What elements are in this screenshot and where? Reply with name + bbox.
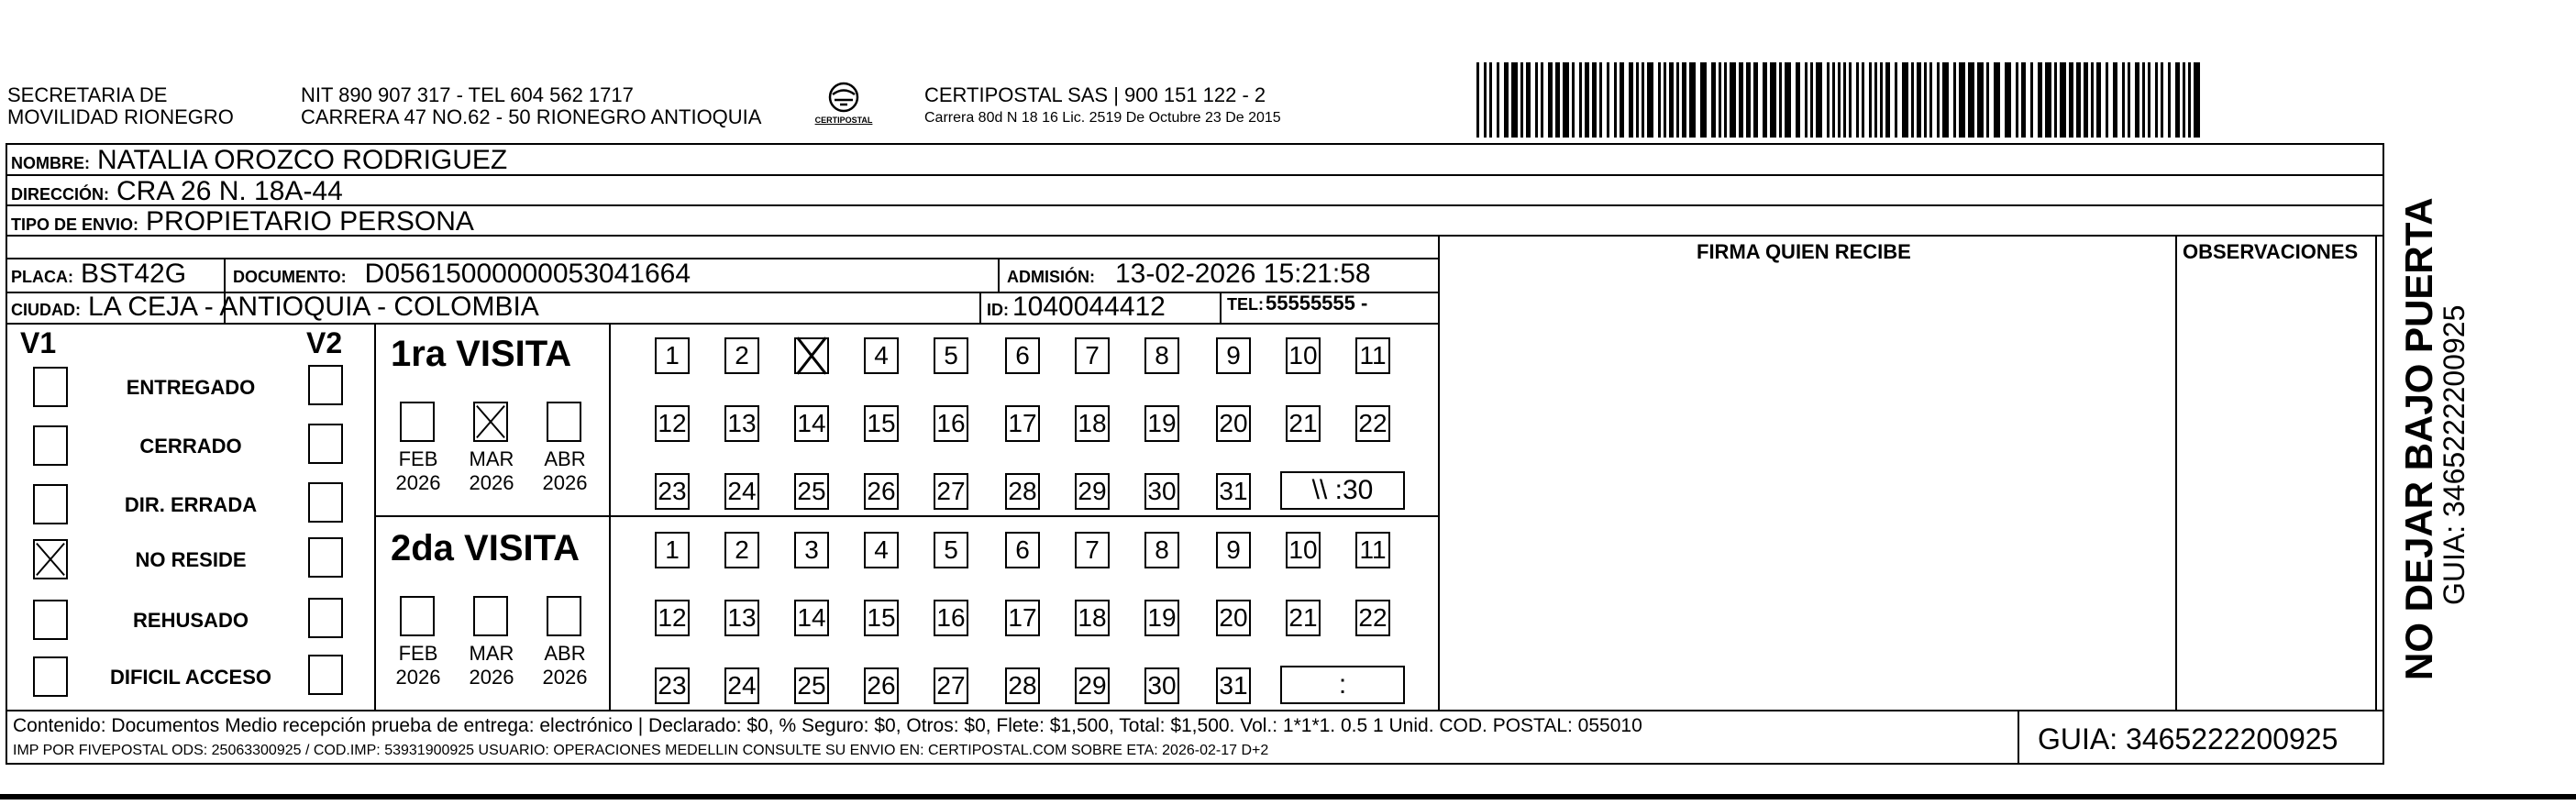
status-label: REHUSADO — [133, 609, 249, 632]
month-year: 2026 — [469, 666, 514, 689]
placa-value: BST42G — [81, 259, 187, 289]
tel-field — [1227, 292, 1367, 315]
day-box[interactable]: 15 — [864, 600, 899, 636]
day-box[interactable]: 7 — [1075, 532, 1110, 568]
day-box[interactable]: 25 — [794, 667, 829, 704]
v2-checkbox[interactable] — [308, 537, 343, 578]
day-box[interactable]: 10 — [1286, 532, 1321, 568]
month-label: FEB — [398, 447, 438, 470]
day-box[interactable]: 13 — [724, 600, 759, 636]
column-divider — [2375, 235, 2377, 710]
day-box[interactable]: 20 — [1216, 405, 1251, 442]
nombre-label: NOMBRE: — [11, 154, 90, 172]
v1-checkbox[interactable] — [33, 367, 68, 407]
day-box[interactable]: 23 — [655, 667, 690, 704]
ciudad-field — [11, 292, 539, 323]
day-box[interactable]: 9 — [1216, 337, 1251, 374]
column-divider — [979, 292, 981, 323]
visit-divider — [374, 515, 1440, 517]
day-box[interactable]: 19 — [1144, 405, 1179, 442]
ciudad-value: LA CEJA - ANTIOQUIA - COLOMBIA — [88, 292, 539, 322]
nombre-row — [11, 145, 507, 176]
side-warning: NO DEJAR BAJO PUERTA — [2397, 197, 2440, 680]
nit-line: NIT 890 907 317 - TEL 604 562 1717 — [301, 83, 634, 106]
day-box[interactable]: 27 — [934, 473, 968, 510]
v1-label: V1 — [20, 326, 57, 359]
observaciones-header: OBSERVACIONES — [2183, 240, 2359, 263]
ciudad-label: CIUDAD: — [11, 301, 81, 319]
column-divider — [609, 323, 611, 710]
month-label: MAR — [469, 642, 514, 665]
v2-checkbox[interactable] — [308, 598, 343, 638]
month-label: FEB — [398, 642, 438, 665]
tipo-envio-row — [11, 206, 474, 237]
status-label: NO RESIDE — [135, 548, 247, 571]
address-line: CARRERA 47 NO.62 - 50 RIONEGRO ANTIOQUIA — [301, 105, 762, 128]
status-label: ENTREGADO — [126, 376, 256, 399]
day-box[interactable]: 6 — [1005, 337, 1040, 374]
column-divider — [998, 258, 1000, 292]
day-box[interactable]: 11 — [1355, 337, 1390, 374]
placa-label: PLACA: — [11, 268, 73, 286]
day-box[interactable]: 31 — [1216, 473, 1251, 510]
day-box[interactable]: 30 — [1144, 473, 1179, 510]
day-box[interactable]: 9 — [1216, 532, 1251, 568]
direccion-label: DIRECCIÓN: — [11, 185, 109, 204]
month-year: 2026 — [395, 666, 441, 689]
month-year: 2026 — [542, 471, 588, 494]
day-box[interactable]: 16 — [934, 600, 968, 636]
month-checkbox[interactable] — [473, 596, 508, 636]
day-box[interactable]: 8 — [1144, 532, 1179, 568]
day-box[interactable]: 29 — [1075, 667, 1110, 704]
day-box[interactable]: 11 — [1355, 532, 1390, 568]
day-box[interactable]: 18 — [1075, 405, 1110, 442]
column-divider — [2175, 235, 2177, 710]
certipostal-logo — [807, 79, 880, 130]
day-box[interactable]: 1 — [655, 532, 690, 568]
day-box[interactable]: 4 — [864, 337, 899, 374]
direccion-value: CRA 26 N. 18A-44 — [116, 176, 343, 206]
day-box[interactable] — [794, 337, 829, 374]
v1-checkbox[interactable] — [33, 539, 68, 579]
admision-field — [1007, 259, 1371, 290]
day-box[interactable]: 18 — [1075, 600, 1110, 636]
v1-checkbox[interactable] — [33, 656, 68, 697]
v2-checkbox[interactable] — [308, 482, 343, 523]
day-box[interactable]: 5 — [934, 532, 968, 568]
documento-field — [233, 259, 691, 290]
day-box[interactable]: 26 — [864, 667, 899, 704]
day-box[interactable]: 31 — [1216, 667, 1251, 704]
day-box[interactable]: 21 — [1286, 405, 1321, 442]
day-box[interactable]: 29 — [1075, 473, 1110, 510]
day-box[interactable]: 15 — [864, 405, 899, 442]
status-label: CERRADO — [139, 435, 242, 458]
month-label: ABR — [544, 447, 586, 470]
status-label: DIFICIL ACCESO — [109, 666, 271, 689]
day-box[interactable]: 13 — [724, 405, 759, 442]
time-box[interactable]: : — [1280, 666, 1405, 704]
day-box[interactable]: 12 — [655, 405, 690, 442]
day-box[interactable]: 7 — [1075, 337, 1110, 374]
placa-field — [11, 259, 186, 290]
day-box[interactable]: 21 — [1286, 600, 1321, 636]
month-checkbox[interactable] — [547, 402, 581, 442]
day-box[interactable]: 24 — [724, 473, 759, 510]
v1-checkbox[interactable] — [33, 425, 68, 466]
column-divider — [1220, 292, 1222, 323]
v2-checkbox[interactable] — [308, 365, 343, 405]
v1-checkbox[interactable] — [33, 484, 68, 524]
id-value: 1040044412 — [1012, 292, 1166, 322]
v1-checkbox[interactable] — [33, 600, 68, 640]
v2-label: V2 — [306, 326, 343, 359]
bottom-edge — [0, 794, 2576, 799]
month-label: ABR — [544, 642, 586, 665]
column-divider — [1438, 235, 1440, 710]
nombre-value: NATALIA OROZCO RODRIGUEZ — [97, 145, 508, 175]
month-year: 2026 — [469, 471, 514, 494]
imp-text: IMP POR FIVEPOSTAL ODS: 25063300925 / COD.IMP: 53931900925 USUARIO: OPERACIONES MEDELLIN CONSULTE SU ENVIO EN: CERTIPOSTAL.COM SOBRE ETA: 2026-02-17 D+2 — [13, 743, 1269, 758]
month-checkbox[interactable] — [473, 402, 508, 442]
issuer-line-1: SECRETARIA DE — [7, 83, 168, 106]
v2-checkbox[interactable] — [308, 424, 343, 464]
contenido-text: Contenido: Documentos Medio recepción prueba de entrega: electrónico | Declarado: $0, % Seguro: $0, Otros: $0, Flete: $1,500, Total: $1,500. Vol.: 1*1*1. 0.5 1 Unid. COD. POSTAL: 055010 — [13, 715, 1642, 736]
column-divider — [224, 258, 226, 292]
day-box[interactable]: 24 — [724, 667, 759, 704]
visit-title: 1ra VISITA — [391, 334, 572, 374]
visit-title: 2da VISITA — [391, 528, 580, 568]
day-box[interactable]: 8 — [1144, 337, 1179, 374]
time-box[interactable]: \\ :30 — [1280, 471, 1405, 510]
direccion-row — [11, 176, 343, 207]
day-box[interactable]: 6 — [1005, 532, 1040, 568]
day-box[interactable]: 22 — [1355, 600, 1390, 636]
day-box[interactable]: 4 — [864, 532, 899, 568]
tel-value: 55555555 - — [1266, 292, 1368, 314]
company-address: Carrera 80d N 18 16 Lic. 2519 De Octubre 23 De 2015 — [924, 110, 1281, 126]
day-box[interactable]: 5 — [934, 337, 968, 374]
firma-header: FIRMA QUIEN RECIBE — [1697, 240, 1911, 263]
documento-label: DOCUMENTO: — [233, 268, 347, 286]
day-box[interactable]: 3 — [794, 532, 829, 568]
day-box[interactable]: 12 — [655, 600, 690, 636]
side-guia: GUIA: 3465222200925 — [2438, 304, 2471, 605]
day-box[interactable]: 25 — [794, 473, 829, 510]
day-box[interactable]: 26 — [864, 473, 899, 510]
day-box[interactable]: 19 — [1144, 600, 1179, 636]
row-divider — [6, 710, 2384, 711]
company-line: CERTIPOSTAL SAS | 900 151 122 - 2 — [924, 83, 1266, 106]
day-box[interactable]: 1 — [655, 337, 690, 374]
month-year: 2026 — [542, 666, 588, 689]
status-label: DIR. ERRADA — [124, 493, 258, 516]
admision-label: ADMISIÓN: — [1007, 268, 1095, 286]
day-box[interactable]: 14 — [794, 405, 829, 442]
admision-value: 13-02-2026 15:21:58 — [1115, 259, 1371, 289]
day-box[interactable]: 14 — [794, 600, 829, 636]
day-box[interactable]: 17 — [1005, 405, 1040, 442]
id-field — [987, 292, 1166, 323]
day-box[interactable]: 28 — [1005, 473, 1040, 510]
tipo-envio-value: PROPIETARIO PERSONA — [146, 206, 474, 237]
barcode — [1476, 62, 2206, 138]
day-box[interactable]: 10 — [1286, 337, 1321, 374]
day-box[interactable]: 17 — [1005, 600, 1040, 636]
day-box[interactable]: 2 — [724, 337, 759, 374]
v2-checkbox[interactable] — [308, 655, 343, 695]
day-box[interactable]: 16 — [934, 405, 968, 442]
day-box[interactable]: 27 — [934, 667, 968, 704]
day-box[interactable]: 20 — [1216, 600, 1251, 636]
row-divider — [6, 323, 1440, 325]
month-checkbox[interactable] — [547, 596, 581, 636]
day-box[interactable]: 22 — [1355, 405, 1390, 442]
issuer-line-2: MOVILIDAD RIONEGRO — [7, 105, 234, 128]
month-checkbox[interactable] — [400, 402, 435, 442]
day-box[interactable]: 30 — [1144, 667, 1179, 704]
day-box[interactable]: 2 — [724, 532, 759, 568]
month-label: MAR — [469, 447, 514, 470]
month-checkbox[interactable] — [400, 596, 435, 636]
day-box[interactable]: 28 — [1005, 667, 1040, 704]
tipo-envio-label: TIPO DE ENVIO: — [11, 215, 139, 234]
month-year: 2026 — [395, 471, 441, 494]
id-label: ID: — [987, 301, 1009, 319]
guia-footer: GUIA: 3465222200925 — [2038, 722, 2338, 755]
day-box[interactable]: 23 — [655, 473, 690, 510]
column-divider — [2018, 710, 2019, 765]
column-divider — [374, 323, 376, 710]
tel-label: TEL: — [1227, 295, 1264, 314]
documento-value: D05615000000053041664 — [364, 259, 691, 289]
logo-text: CERTIPOSTAL — [814, 116, 873, 125]
